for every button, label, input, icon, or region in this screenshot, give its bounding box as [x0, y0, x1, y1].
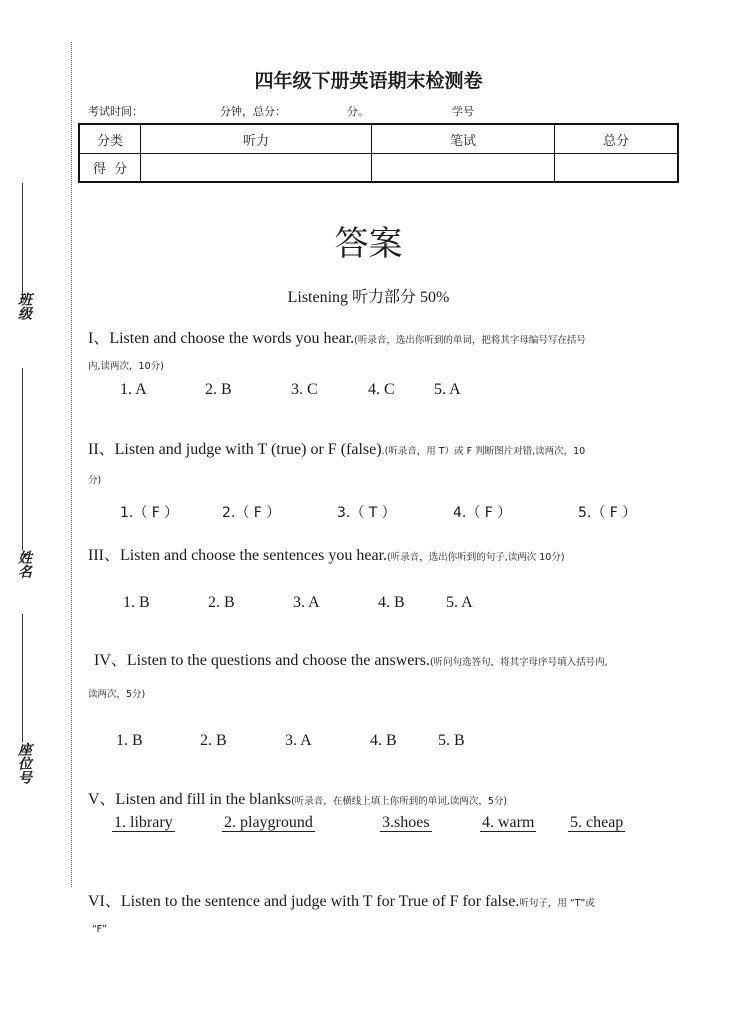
section-2-note: .(听录音，用 T）或 F 判断图片对错,读两次，10	[381, 446, 586, 457]
s3-answer-1: 1. B	[123, 594, 150, 611]
page-title: 四年级下册英语期末检测卷	[254, 70, 483, 92]
s4-answer-5: 5. B	[438, 732, 465, 749]
s5-answer-2-text: 2. playground	[224, 814, 313, 831]
s1-answer-5: 5. A	[434, 381, 461, 398]
minutes-label: 分钟，总分：	[220, 105, 286, 118]
name-label: 姓名	[16, 550, 32, 578]
score-written-cell[interactable]	[372, 154, 555, 183]
s4-answer-4: 4. B	[370, 732, 397, 749]
score-total-cell[interactable]	[555, 154, 679, 183]
score-row-label: 得 分	[79, 154, 141, 183]
s1-answer-3: 3. C	[291, 381, 318, 398]
section-2-prompt: II、Listen and judge with T (true) or F (false)	[88, 441, 382, 458]
s2-answer-3: 3.（ T ）	[337, 505, 396, 521]
section-2-prompt-line	[88, 436, 585, 459]
student-number-label: 学号	[452, 105, 474, 118]
answer-heading: 答案	[334, 224, 403, 264]
s4-answer-3: 3. A	[285, 732, 312, 749]
section-1-prompt: I、Listen and choose the words you hear.	[88, 330, 355, 347]
section-4-prompt: IV、Listen to the questions and choose the answers.	[94, 652, 430, 669]
s1-answer-1: 1. A	[120, 381, 147, 398]
s5-answer-1-text: 1. library	[114, 814, 173, 831]
header-written: 笔试	[372, 124, 555, 154]
section-5-prompt: V、Listen and fill in the blanks	[88, 791, 292, 808]
header-category: 分类	[79, 124, 141, 154]
s5-answer-3-text: 3.shoes	[382, 814, 430, 831]
name-line	[22, 368, 23, 550]
section-1-note-cont: 内,读两次，10分)	[88, 361, 164, 372]
s2-answer-1: 1.（ F ）	[120, 505, 179, 521]
s5-answer-4-text: 4. warm	[482, 814, 535, 831]
time-label: 考试时间：	[88, 105, 143, 118]
s4-answer-2: 2. B	[200, 732, 227, 749]
section-2-note-cont: 分)	[88, 475, 102, 486]
section-6-prompt: VI、Listen to the sentence and judge with T for True of F for false.	[88, 893, 520, 910]
section-3-prompt: III、Listen and choose the sentences you hear.	[88, 547, 388, 564]
s5-answer-5-text: 5. cheap	[570, 814, 624, 831]
section-5-note: (听录音，在横线上填上你所到的单词,读两次，5分)	[291, 796, 508, 807]
section-4-note: (听问句选答句，将其字母序号填入括号内,	[429, 657, 608, 668]
binding-margin-rule	[71, 42, 72, 887]
section-5-prompt-line	[88, 786, 507, 809]
seat-label: 座位号	[16, 742, 32, 784]
s2-answer-5: 5.（ F ）	[578, 505, 637, 521]
s5-answer-4	[480, 814, 536, 832]
seat-line	[22, 614, 23, 742]
s1-answer-2: 2. B	[205, 381, 232, 398]
class-label: 班级	[16, 292, 32, 320]
section-6-note-cont: “F”	[92, 924, 108, 935]
s3-answer-3: 3. A	[293, 594, 320, 611]
s5-answer-3	[380, 814, 432, 832]
points-label: 分。	[347, 105, 369, 118]
s2-answer-2: 2.（ F ）	[222, 505, 281, 521]
section-1-note: (听录音，选出你听到的单词，把将其字母编号写在括号	[354, 335, 586, 346]
section-1-prompt-line	[88, 325, 586, 348]
s3-answer-5: 5. A	[446, 594, 473, 611]
s5-answer-2	[222, 814, 315, 832]
section-3-note: (听录音，选出你听到的句子,读两次 10分)	[387, 552, 565, 563]
section-heading: Listening 听力部分 50%	[287, 289, 450, 306]
score-listening-cell[interactable]	[141, 154, 372, 183]
section-6-prompt-line	[88, 888, 595, 911]
header-total: 总分	[555, 124, 679, 154]
s5-answer-5	[568, 814, 625, 832]
s3-answer-4: 4. B	[378, 594, 405, 611]
section-6-note: 听句子，用 “T”或	[519, 898, 595, 909]
score-table	[78, 123, 679, 183]
s3-answer-2: 2. B	[208, 594, 235, 611]
header-listening: 听力	[141, 124, 372, 154]
section-4-note-cont: 读两次，5分)	[88, 689, 146, 700]
section-4-prompt-line	[94, 647, 608, 670]
section-3-prompt-line	[88, 542, 565, 565]
s2-answer-4: 4.（ F ）	[453, 505, 512, 521]
s5-answer-1	[112, 814, 175, 832]
s4-answer-1: 1. B	[116, 732, 143, 749]
s1-answer-4: 4. C	[368, 381, 395, 398]
